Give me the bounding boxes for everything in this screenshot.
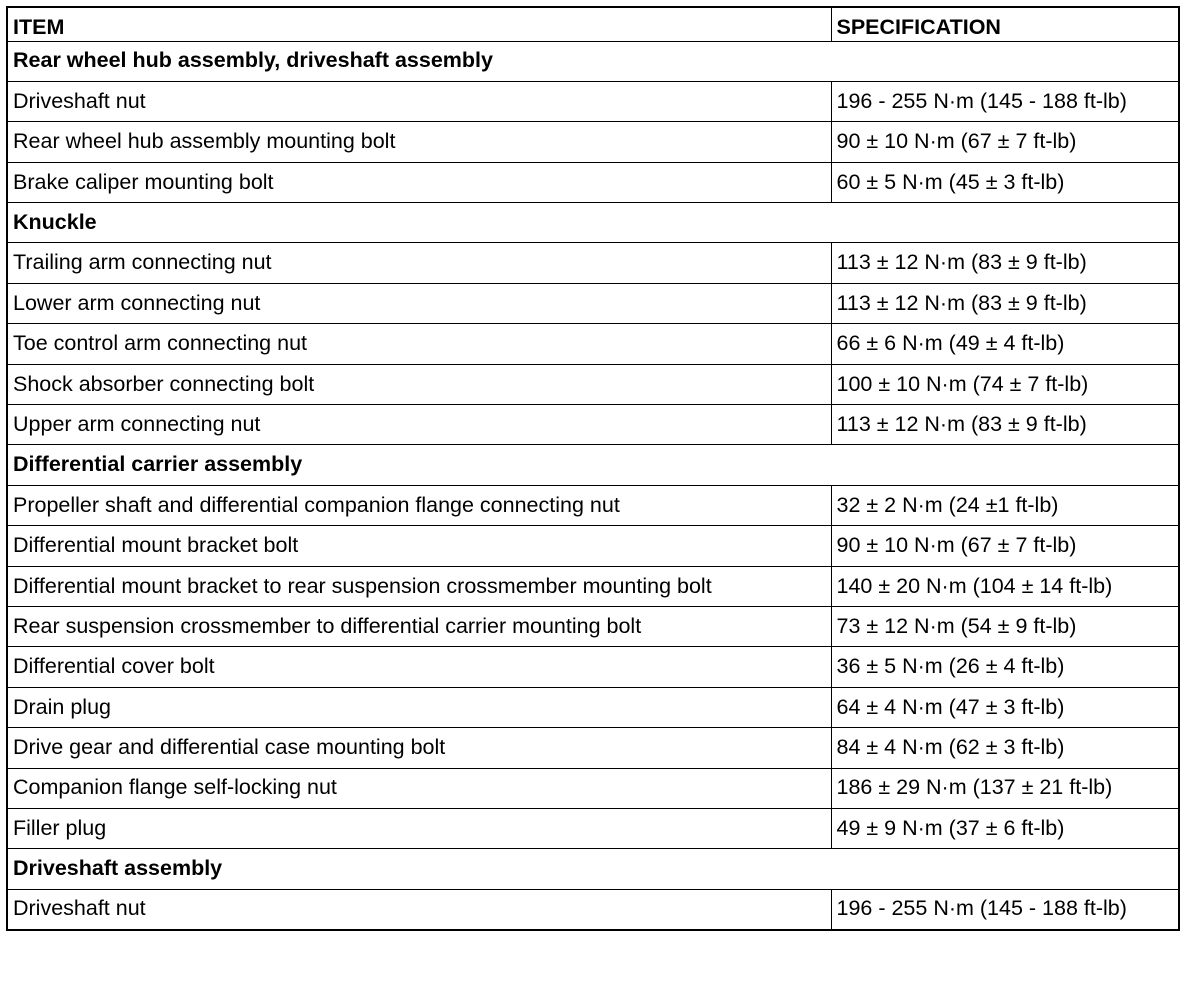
- table-row: [7, 647, 1179, 687]
- section-header-row: [7, 849, 1179, 889]
- specification-column-header: SPECIFICATION: [831, 7, 1179, 41]
- item-cell: Differential cover bolt: [7, 647, 831, 687]
- specification-cell: 140 ± 20 N·m (104 ± 14 ft-lb): [831, 566, 1179, 606]
- item-cell: Toe control arm connecting nut: [7, 324, 831, 364]
- specification-cell: 196 - 255 N·m (145 - 188 ft-lb): [831, 889, 1179, 929]
- item-cell: Propeller shaft and differential companion flange connecting nut: [7, 485, 831, 525]
- specification-cell: 100 ± 10 N·m (74 ± 7 ft-lb): [831, 364, 1179, 404]
- table-header-row: [7, 7, 1179, 41]
- item-cell: Drive gear and differential case mounting bolt: [7, 728, 831, 768]
- specification-cell: 66 ± 6 N·m (49 ± 4 ft-lb): [831, 324, 1179, 364]
- item-cell: Trailing arm connecting nut: [7, 243, 831, 283]
- table-row: [7, 526, 1179, 566]
- item-cell: Lower arm connecting nut: [7, 283, 831, 323]
- item-cell: Upper arm connecting nut: [7, 405, 831, 445]
- table-row: [7, 687, 1179, 727]
- section-header-row: [7, 445, 1179, 485]
- section-title: Differential carrier assembly: [7, 445, 1179, 485]
- torque-spec-table: [6, 6, 1180, 931]
- item-cell: Differential mount bracket to rear suspension crossmember mounting bolt: [7, 566, 831, 606]
- specification-cell: 60 ± 5 N·m (45 ± 3 ft-lb): [831, 162, 1179, 202]
- specification-cell: 73 ± 12 N·m (54 ± 9 ft-lb): [831, 606, 1179, 646]
- section-title: Driveshaft assembly: [7, 849, 1179, 889]
- item-cell: Driveshaft nut: [7, 889, 831, 929]
- table-row: [7, 768, 1179, 808]
- table-row: [7, 485, 1179, 525]
- specification-cell: 90 ± 10 N·m (67 ± 7 ft-lb): [831, 526, 1179, 566]
- specification-cell: 49 ± 9 N·m (37 ± 6 ft-lb): [831, 808, 1179, 848]
- table-row: [7, 81, 1179, 121]
- table-row: [7, 606, 1179, 646]
- specification-cell: 36 ± 5 N·m (26 ± 4 ft-lb): [831, 647, 1179, 687]
- specification-cell: 90 ± 10 N·m (67 ± 7 ft-lb): [831, 122, 1179, 162]
- table-row: [7, 405, 1179, 445]
- section-header-row: [7, 41, 1179, 81]
- table-row: [7, 162, 1179, 202]
- specification-cell: 113 ± 12 N·m (83 ± 9 ft-lb): [831, 283, 1179, 323]
- item-cell: Filler plug: [7, 808, 831, 848]
- specification-cell: 113 ± 12 N·m (83 ± 9 ft-lb): [831, 405, 1179, 445]
- table-row: [7, 324, 1179, 364]
- table-row: [7, 808, 1179, 848]
- item-cell: Rear suspension crossmember to differential carrier mounting bolt: [7, 606, 831, 646]
- table-row: [7, 364, 1179, 404]
- section-title: Knuckle: [7, 203, 1179, 243]
- specification-cell: 32 ± 2 N·m (24 ±1 ft-lb): [831, 485, 1179, 525]
- table-row: [7, 243, 1179, 283]
- table-row: [7, 566, 1179, 606]
- section-header-row: [7, 203, 1179, 243]
- item-cell: Shock absorber connecting bolt: [7, 364, 831, 404]
- item-cell: Driveshaft nut: [7, 81, 831, 121]
- table-row: [7, 122, 1179, 162]
- item-cell: Drain plug: [7, 687, 831, 727]
- specification-cell: 186 ± 29 N·m (137 ± 21 ft-lb): [831, 768, 1179, 808]
- item-cell: Brake caliper mounting bolt: [7, 162, 831, 202]
- specification-cell: 84 ± 4 N·m (62 ± 3 ft-lb): [831, 728, 1179, 768]
- table-row: [7, 728, 1179, 768]
- item-cell: Differential mount bracket bolt: [7, 526, 831, 566]
- section-title: Rear wheel hub assembly, driveshaft assembly: [7, 41, 1179, 81]
- specification-cell: 113 ± 12 N·m (83 ± 9 ft-lb): [831, 243, 1179, 283]
- specification-cell: 196 - 255 N·m (145 - 188 ft-lb): [831, 81, 1179, 121]
- table-row: [7, 283, 1179, 323]
- table-body: [7, 41, 1179, 930]
- item-cell: Companion flange self-locking nut: [7, 768, 831, 808]
- table-row: [7, 889, 1179, 929]
- item-cell: Rear wheel hub assembly mounting bolt: [7, 122, 831, 162]
- specification-cell: 64 ± 4 N·m (47 ± 3 ft-lb): [831, 687, 1179, 727]
- item-column-header: ITEM: [7, 7, 831, 41]
